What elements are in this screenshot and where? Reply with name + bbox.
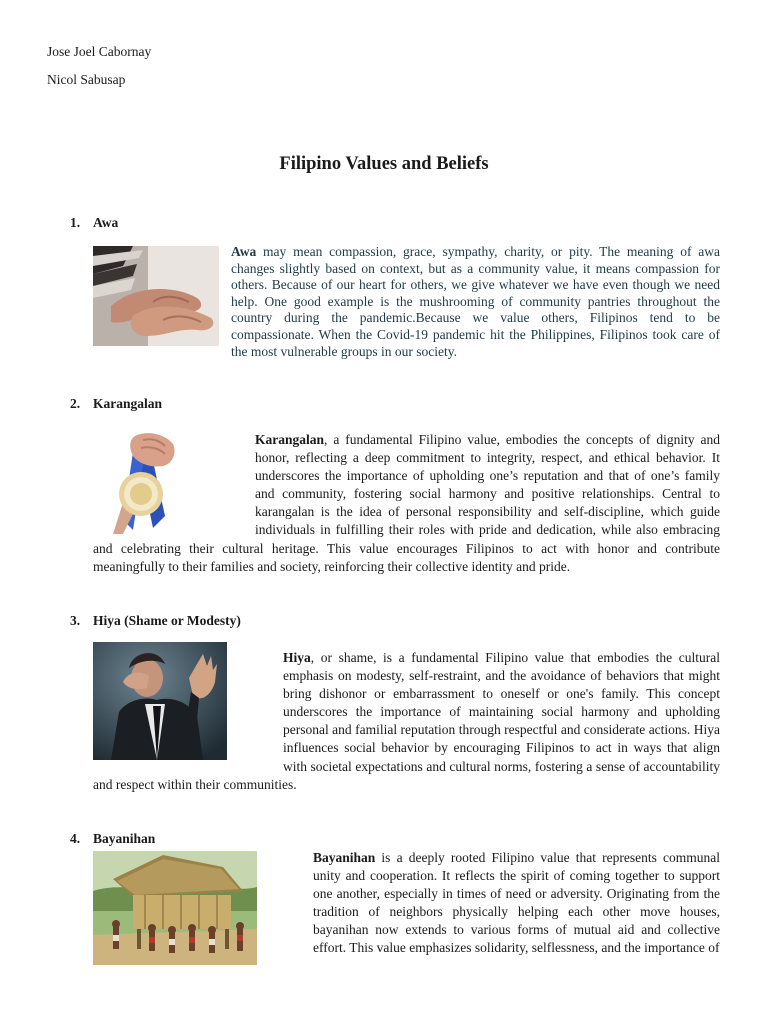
body-text: may mean compassion, grace, sympathy, charity, or pity. The meaning of awa changes slightly based on context, but as a community value, it means compassion for others. Because of our heart for others, we give whatever we have even though we need help. One good example is the mushrooming of community pantries throughout the country during the pandemic.Because we value others, Filipinos tend to be compassionate. When the Covid-19 pandemic hit the Philippines, Filipinos took care of the most vulnerable groups	[231, 244, 720, 359]
body-text: , or shame, is a fundamental Filipino value that embodies the cultural emphasis on modesty, self-restraint, and the avoidance of behaviors that might bring dishonor or embarrassment to oneself or one's family. This concept underscores the importance of maintaining social harmony and upholding personal and familial reputation through respectful and considerate actions. Hiya influences social behavior by encouraging Filipinos to act in ways that align with societal expectations and cultural norms, fostering a sense of accountability and respect within their communities.	[93, 650, 720, 792]
section-heading-hiya	[70, 613, 241, 629]
lead-term: Bayanihan	[313, 850, 376, 865]
body-text: , a fundamental Filipino value, embodies the concepts of dignity and honor, reflecting a deep commitment to integrity, respect, and ethical behavior. It underscores the importance of upholding one’s reputation and that of one’s family and community, fostering social harmony and positive relationships. Central to karangalan is the idea of personal responsibility and self-discipline, which guide individuals in fulfilling their roles with pride and dedication, while also embracing and celebrating their cultural heritage. This value encourages Filipinos to act with honor and contribute meaningfully to their families and society, reinforcing their collective identity and pride.	[93, 432, 720, 574]
section-number: 2.	[70, 396, 81, 411]
section-number: 4.	[70, 831, 81, 846]
section-body-bayanihan	[93, 849, 720, 965]
section-title: Awa	[93, 215, 119, 230]
medal-image	[93, 430, 197, 534]
author-name-2: Nicol Sabusap	[47, 72, 126, 87]
lead-term: Hiya	[283, 650, 311, 665]
lead-term: Awa	[231, 244, 257, 259]
section-title: Hiya (Shame or Modesty)	[93, 613, 241, 628]
section-heading-awa	[70, 215, 118, 231]
section-heading-karangalan	[70, 396, 162, 412]
ashamed-man-image	[93, 642, 227, 760]
section-title: Bayanihan	[93, 831, 156, 846]
section-number: 3.	[70, 613, 81, 628]
section-heading-bayanihan	[70, 831, 155, 847]
section-body-karangalan	[93, 431, 720, 576]
lead-term: Karangalan	[255, 432, 325, 447]
holding-hands-image	[93, 246, 219, 346]
section-number: 1.	[70, 215, 81, 230]
bayanihan-house-image	[93, 851, 257, 965]
author-name-1: Jose Joel Cabornay	[47, 44, 152, 59]
body-text-tail: in our society.	[377, 343, 457, 359]
section-body-awa	[70, 244, 720, 360]
section-body-hiya	[93, 649, 720, 794]
body-text: is a deeply rooted Filipino value that represents communal unity and cooperation. It reflects the spirit of coming together to support one another, especially in times of need or adversity. Originating from the tradition of neighbors physically helping each other move houses, bayanihan now extends to various forms of mutual aid and collective effort. This value emphasizes solidarity, selflessness, and the importance of	[313, 850, 720, 956]
section-title: Karangalan	[93, 396, 163, 411]
document-title: Filipino Values and Beliefs	[279, 154, 489, 174]
